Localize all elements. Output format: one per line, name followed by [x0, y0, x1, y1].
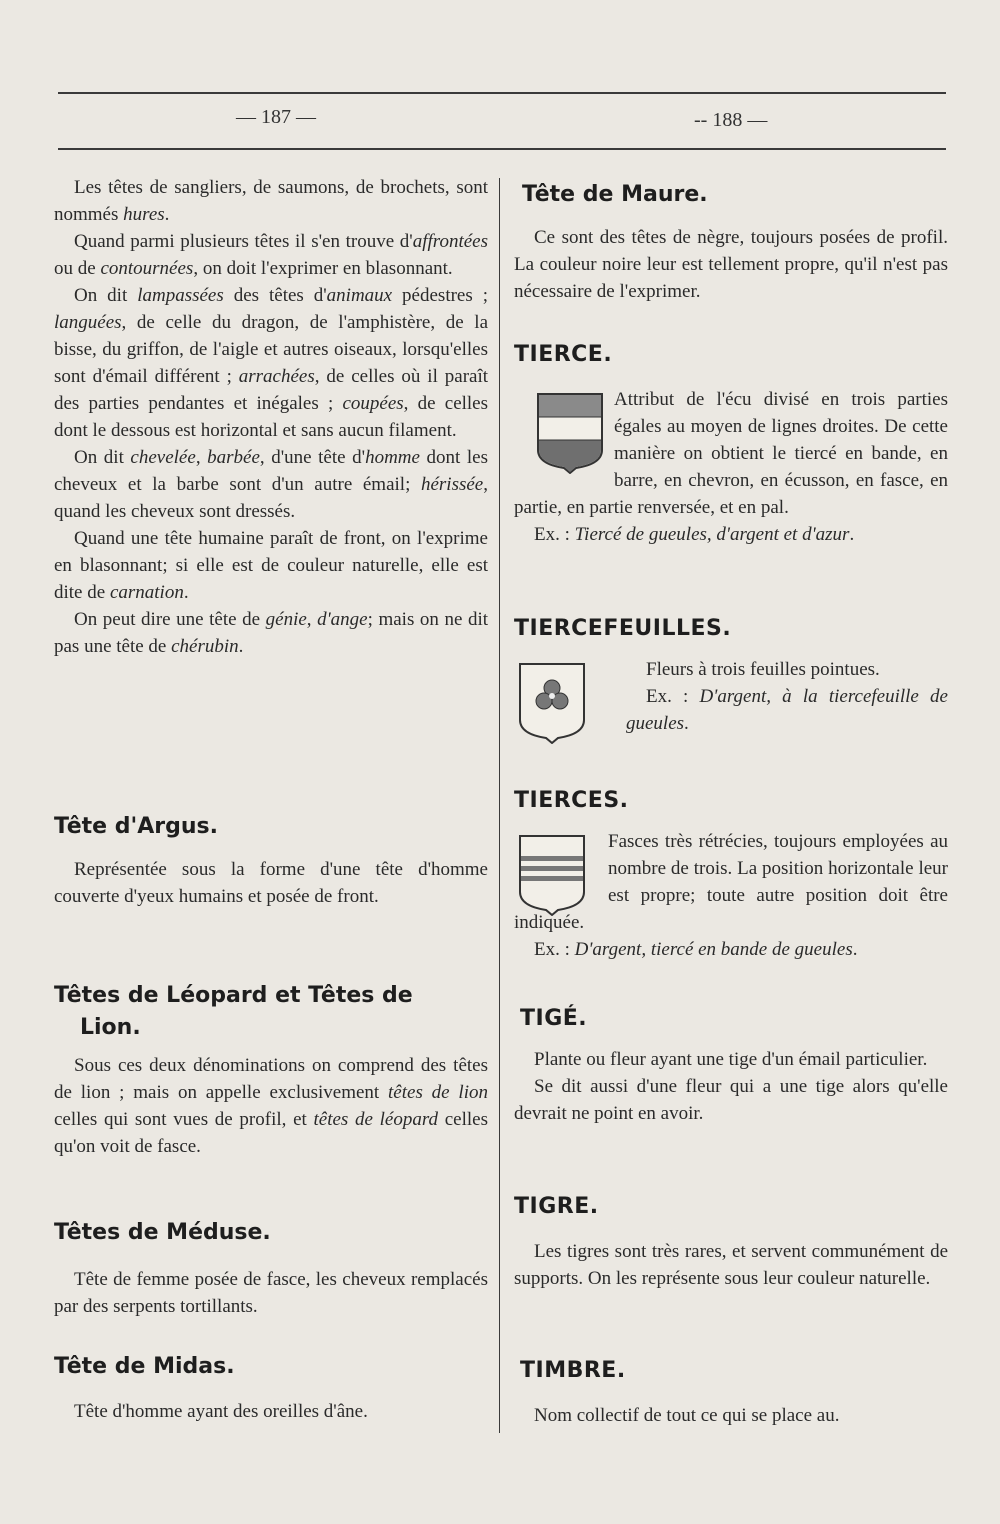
paragraph-timbre: Nom collectif de tout ce qui se place au.	[534, 1405, 840, 1426]
paragraph-tige-2: Se dit aussi d'une fleur qui a une tige alors qu'elle devrait ne point en avoir.	[514, 1076, 948, 1124]
shield-tiercefeuille-icon	[518, 662, 586, 744]
left-column	[54, 170, 489, 1422]
paragraph-maure: Ce sont des têtes de nègre, toujours posées de profil. La couleur noire leur est tellement propre, qu'il n'est pas nécessaire de l'exprimer.	[514, 227, 948, 302]
paragraph-tiercefeuilles: Fleurs à trois feuilles pointues.	[646, 659, 880, 680]
paragraph-carnation: Quand une tête humaine paraît de front, on l'exprime en blasonnant; si elle est de couleur naturelle, elle est dite de carnation.	[54, 528, 488, 603]
heading-tete-argus: Tête d'Argus.	[54, 814, 218, 839]
paragraph-meduse: Tête de femme posée de fasce, les cheveux remplacés par des serpents tortillants.	[54, 1269, 488, 1317]
page-number-right: -- 188 —	[694, 109, 768, 131]
paragraph-cherubin: On peut dire une tête de génie, d'ange; mais on ne dit pas une tête de chérubin.	[54, 609, 489, 657]
heading-tierce: TIERCE.	[514, 342, 613, 367]
heading-tete-maure: Tête de Maure.	[522, 182, 708, 207]
paragraph-tierces: Fasces très rétrécies, toujours employées au nombre de trois. La position horizontale leur est propre; toute autre position doit être indiquée.	[514, 831, 948, 933]
heading-tetes-leopard: Têtes de Léopard et Têtes de Lion.	[54, 983, 413, 1040]
paragraph-lampassees: On dit lampassées des têtes d'animaux pédestres ; languées, de celle du dragon, de l'amphistère, de la bisse, du griffon, de l'aigle et autres oiseaux, lorsqu'elles sont d'émail différent ; arrachées, de celles où il paraît des parties pendantes et inégales ; coupées, de celles dont le dessous est horizontal et sans aucun filament.	[54, 285, 489, 441]
page-number-left: — 187 —	[236, 106, 316, 128]
example-tiercefeuilles: Ex. : D'argent, à la tiercefeuille de gueules.	[626, 686, 948, 734]
example-tierce: Ex. : Tiercé de gueules, d'argent et d'azur.	[534, 524, 855, 545]
paragraph-hures: Les têtes de sangliers, de saumons, de brochets, sont nommés hures.	[54, 177, 488, 225]
paragraph-affrontees: Quand parmi plusieurs têtes il s'en trouve d'affrontées ou de contournées, on doit l'exprimer en blasonnant.	[54, 231, 488, 279]
example-tierces: Ex. : D'argent, tiercé en bande de gueules.	[534, 939, 858, 960]
heading-tige: TIGÉ.	[520, 1006, 588, 1031]
paragraph-chevelee: On dit chevelée, barbée, d'une tête d'homme dont les cheveux et la barbe sont d'un autre émail; hérissée, quand les cheveux sont dressés.	[54, 447, 488, 522]
header-rule-bottom	[58, 148, 946, 150]
heading-tete-midas: Tête de Midas.	[54, 1354, 235, 1379]
paragraph-leopard: Sous ces deux dénominations on comprend des têtes de lion ; mais on appelle exclusivement têtes de lion celles qui sont vues de profil, et têtes de léopard celles qu'on voit de fasce.	[54, 1055, 488, 1157]
paragraph-argus: Représentée sous la forme d'une tête d'homme couverte d'yeux humains et posée de front.	[54, 859, 488, 907]
heading-tierces: TIERCES.	[514, 788, 629, 813]
heading-timbre: TIMBRE.	[520, 1358, 626, 1383]
paragraph-tige-1: Plante ou fleur ayant une tige d'un émail particulier.	[534, 1049, 928, 1070]
heading-tetes-meduse: Têtes de Méduse.	[54, 1220, 271, 1245]
paragraph-tierce: Attribut de l'écu divisé en trois parties égales au moyen de lignes droites. De cette manière on obtient le tiercé en bande, en barre, en chevron, en écusson, en fasce, en partie, en partie renversée, et en pal.	[514, 389, 948, 518]
column-divider	[499, 178, 500, 1433]
heading-tiercefeuilles: TIERCEFEUILLES.	[514, 616, 732, 641]
heading-tigre: TIGRE.	[514, 1194, 599, 1219]
paragraph-midas: Tête d'homme ayant des oreilles d'âne.	[74, 1401, 368, 1422]
header-rule-top	[58, 92, 946, 94]
paragraph-tigre: Les tigres sont très rares, et servent communément de supports. On les représente sous leur couleur naturelle.	[514, 1241, 948, 1289]
